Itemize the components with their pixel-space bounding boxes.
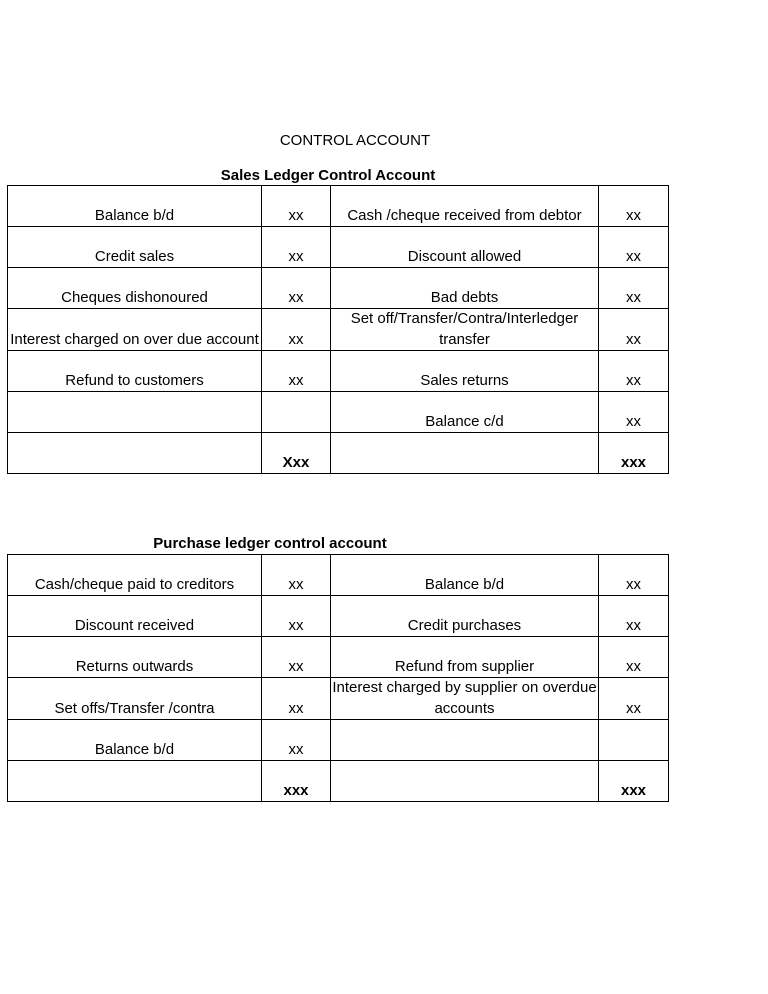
credit-amount: xx	[599, 186, 669, 227]
debit-description: Cash/cheque paid to creditors	[8, 555, 262, 596]
table-row	[8, 596, 669, 637]
debit-description: Interest charged on over due account	[8, 309, 262, 351]
table-row	[8, 268, 669, 309]
debit-amount: xx	[262, 720, 331, 761]
debit-amount: xx	[262, 351, 331, 392]
page-title: CONTROL ACCOUNT	[279, 132, 431, 149]
debit-description	[8, 433, 262, 474]
sales-ledger-table	[7, 185, 669, 474]
table-row	[8, 309, 669, 351]
credit-description: Discount allowed	[331, 227, 599, 268]
debit-description: Returns outwards	[8, 637, 262, 678]
debit-description: Balance b/d	[8, 720, 262, 761]
table-row	[8, 433, 669, 474]
purchase-ledger-title: Purchase ledger control account	[153, 535, 387, 552]
debit-description: Discount received	[8, 596, 262, 637]
credit-description	[331, 761, 599, 802]
table-row	[8, 678, 669, 720]
credit-description: Cash /cheque received from debtor	[331, 186, 599, 227]
credit-description: Refund from supplier	[331, 637, 599, 678]
credit-amount: xx	[599, 637, 669, 678]
debit-amount: xx	[262, 227, 331, 268]
credit-amount: xx	[599, 555, 669, 596]
table-row	[8, 186, 669, 227]
table-row	[8, 351, 669, 392]
credit-description: Sales returns	[331, 351, 599, 392]
credit-description: Set off/Transfer/Contra/Interledger transfer	[331, 309, 599, 351]
debit-total: Xxx	[262, 433, 331, 474]
table-row	[8, 637, 669, 678]
credit-amount: xx	[599, 351, 669, 392]
debit-description	[8, 761, 262, 802]
purchase-ledger-table	[7, 554, 669, 802]
debit-description: Credit sales	[8, 227, 262, 268]
credit-description: Credit purchases	[331, 596, 599, 637]
debit-total: xxx	[262, 761, 331, 802]
debit-amount: xx	[262, 309, 331, 351]
credit-amount: xx	[599, 596, 669, 637]
credit-description	[331, 720, 599, 761]
credit-amount: xx	[599, 678, 669, 720]
debit-amount: xx	[262, 268, 331, 309]
credit-description: Bad debts	[331, 268, 599, 309]
credit-amount: xx	[599, 227, 669, 268]
credit-description: Balance c/d	[331, 392, 599, 433]
debit-description: Refund to customers	[8, 351, 262, 392]
credit-description	[331, 433, 599, 474]
debit-amount: xx	[262, 596, 331, 637]
table-row	[8, 392, 669, 433]
debit-amount	[262, 392, 331, 433]
debit-amount: xx	[262, 678, 331, 720]
debit-description	[8, 392, 262, 433]
debit-amount: xx	[262, 186, 331, 227]
debit-amount: xx	[262, 637, 331, 678]
debit-amount: xx	[262, 555, 331, 596]
debit-description: Set offs/Transfer /contra	[8, 678, 262, 720]
credit-amount: xx	[599, 268, 669, 309]
credit-amount	[599, 720, 669, 761]
credit-total: xxx	[599, 761, 669, 802]
sales-ledger-title: Sales Ledger Control Account	[220, 167, 436, 184]
credit-description: Balance b/d	[331, 555, 599, 596]
debit-description: Cheques dishonoured	[8, 268, 262, 309]
credit-amount: xx	[599, 392, 669, 433]
table-row	[8, 555, 669, 596]
debit-description: Balance b/d	[8, 186, 262, 227]
credit-description: Interest charged by supplier on overdue accounts	[331, 678, 599, 720]
table-row	[8, 720, 669, 761]
table-row	[8, 227, 669, 268]
table-row	[8, 761, 669, 802]
credit-amount: xx	[599, 309, 669, 351]
credit-total: xxx	[599, 433, 669, 474]
